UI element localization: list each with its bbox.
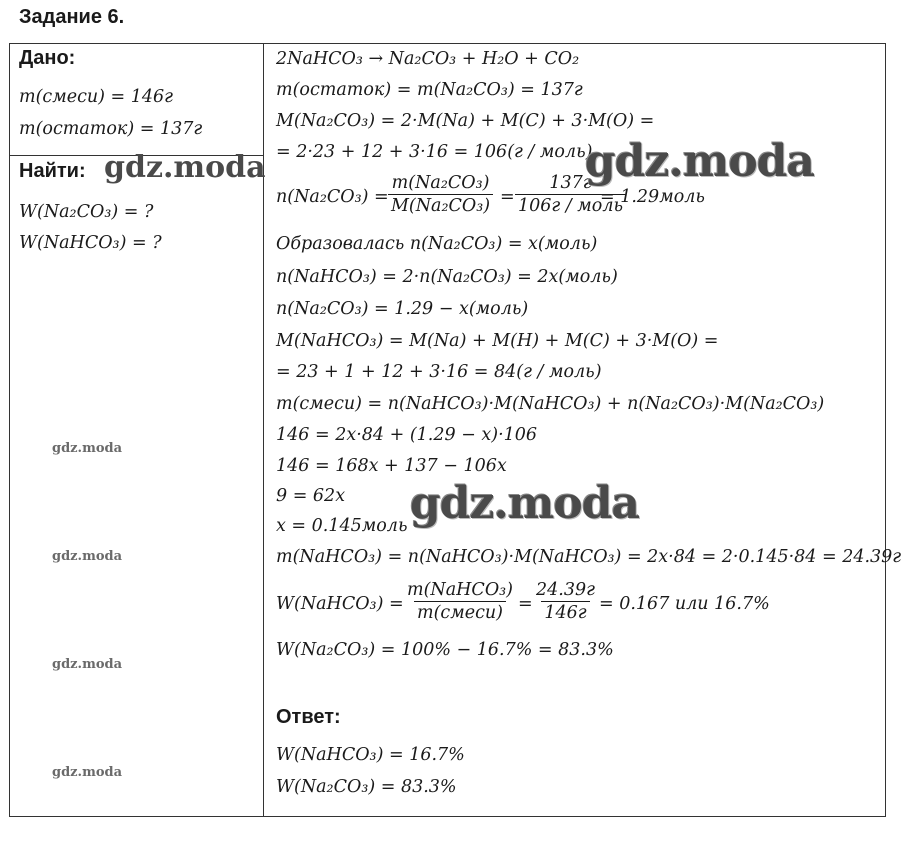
solution-line: = 2·23 + 12 + 3·16 = 106(г / моль) — [276, 142, 593, 162]
solution-line: = 23 + 1 + 12 + 3·16 = 84(г / моль) — [276, 362, 602, 382]
fraction-numerator: 137г — [549, 173, 592, 193]
solution-line-rhs: = 1.29моль — [600, 187, 705, 207]
watermark: gdz.moda — [410, 478, 640, 529]
fraction-denominator: m(смеси) — [414, 601, 506, 623]
answer-heading: Ответ: — [276, 706, 341, 728]
fraction-numerator: m(Na₂CO₃) — [391, 173, 490, 193]
solution-line: M(Na₂CO₃) = 2·M(Na) + M(C) + 3·M(O) = — [276, 111, 655, 131]
fraction-denominator: M(Na₂CO₃) — [388, 194, 493, 216]
reaction-equation: 2NaHCO₃ → Na₂CO₃ + H₂O + CO₂ — [276, 49, 580, 69]
watermark: gdz.moda — [52, 657, 123, 672]
fraction-numerator: 24.39г — [536, 580, 595, 600]
find-line: W(NaHCO₃) = ? — [19, 233, 162, 253]
solution-line: m(NaHCO₃) = n(NaHCO₃)·M(NaHCO₃) = 2x·84 = 2·0.145·84 = 24.39г — [276, 547, 902, 567]
watermark: gdz.moda — [52, 441, 123, 456]
fraction-denominator: 106г / моль — [515, 194, 626, 216]
fraction — [404, 580, 516, 623]
watermark: gdz.moda — [52, 549, 123, 564]
fraction-denominator: 146г — [541, 601, 589, 623]
answer-line: W(NaHCO₃) = 16.7% — [276, 745, 465, 765]
find-line: W(Na₂CO₃) = ? — [19, 202, 154, 222]
solution-line: n(NaHCO₃) = 2·n(Na₂CO₃) = 2x(моль) — [276, 267, 618, 287]
solution-line: 9 = 62x — [276, 486, 346, 506]
solution-line-lhs: W(NaHCO₃) = — [276, 594, 404, 614]
solution-line: m(остаток) = m(Na₂CO₃) = 137г — [276, 80, 583, 100]
solution-line-rhs: = 0.167 или 16.7% — [599, 594, 770, 614]
watermark: gdz.moda — [52, 765, 123, 780]
given-heading: Дано: — [19, 47, 76, 69]
equals-sign: = — [500, 187, 515, 207]
solution-line: W(Na₂CO₃) = 100% − 16.7% = 83.3% — [276, 640, 614, 660]
solution-line: 146 = 168x + 137 − 106x — [276, 456, 507, 476]
solution-line: 146 = 2x·84 + (1.29 − x)·106 — [276, 425, 538, 445]
solution-line: M(NaHCO₃) = M(Na) + M(H) + M(C) + 3·M(O) = — [276, 331, 719, 351]
answer-line: W(Na₂CO₃) = 83.3% — [276, 777, 457, 797]
fraction — [388, 173, 493, 216]
watermark: gdz.moda — [104, 150, 266, 185]
solution-line-lhs: n(Na₂CO₃) = — [276, 187, 389, 207]
given-line: m(остаток) = 137г — [19, 119, 203, 139]
task-title: Задание 6. — [19, 6, 125, 28]
solution-line: n(Na₂CO₃) = 1.29 − x(моль) — [276, 299, 529, 319]
solution-line: Образовалась n(Na₂CO₃) = x(моль) — [276, 234, 598, 254]
fraction — [533, 580, 598, 623]
watermark: gdz.moda — [585, 136, 815, 187]
solution-line: m(смеси) = n(NaHCO₃)·M(NaHCO₃) + n(Na₂CO₃)·M(Na₂CO₃) — [276, 394, 825, 414]
given-line: m(смеси) = 146г — [19, 87, 174, 107]
fraction-numerator: m(NaHCO₃) — [407, 580, 514, 600]
find-heading: Найти: — [19, 160, 86, 182]
equals-sign: = — [518, 594, 533, 614]
solution-line: x = 0.145моль — [276, 516, 408, 536]
